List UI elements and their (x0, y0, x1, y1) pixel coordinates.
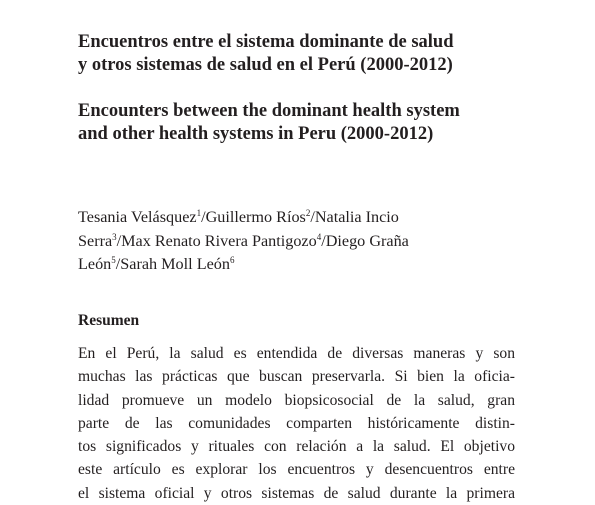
footnote-marker: 1 (196, 208, 202, 218)
author-name: Guillermo Ríos (205, 208, 306, 226)
author-separator: / (310, 208, 315, 226)
author-list (78, 206, 528, 277)
author-name: Max Renato Rivera Pantigozo (121, 231, 317, 250)
footnote-marker: 5 (111, 255, 116, 265)
author-name: Diego Graña (325, 231, 409, 250)
abstract-line: este artículo es explorar los encuentros y desencuentros entre (78, 461, 515, 479)
footnote-marker: 4 (316, 231, 322, 242)
author-name: León (78, 255, 112, 273)
english-title-line-1: Encounters between the dominant health system (78, 101, 460, 121)
author-separator: / (115, 255, 121, 273)
abstract-line: En el Perú, la salud es entendida de diversas maneras y son (78, 345, 515, 362)
author-separator: / (116, 231, 122, 250)
author-name: Serra (78, 231, 113, 250)
author-separator: / (201, 208, 206, 226)
author-name: Sarah Moll León (120, 255, 230, 273)
abstract-line: el sistema oficial y otros sistemas de salud durante la primera (78, 484, 515, 502)
spanish-title-line-1: Encuentros entre el sistema dominante de salud (78, 32, 454, 52)
abstract-line: tos significados y rituales con relación a la salud. El objetivo (78, 438, 515, 456)
spanish-title-line-2: y otros sistemas de salud en el Perú (2000-2012) (78, 55, 453, 75)
abstract-body (78, 342, 515, 505)
footnote-marker: 2 (305, 208, 311, 218)
abstract-line: muchas las prácticas que buscan preservarla. Si bien la oficia- (78, 368, 515, 386)
author-separator: / (321, 231, 326, 250)
abstract-line: lidad promueve un modelo biopsicosocial de la salud, gran (78, 391, 515, 409)
english-title (78, 100, 558, 146)
author-name: Natalia Incio (314, 208, 399, 226)
abstract-heading: Resumen (78, 312, 140, 329)
spanish-title (78, 31, 558, 77)
footnote-marker: 3 (112, 231, 117, 242)
abstract-line: parte de las comunidades comparten históricamente distin- (78, 414, 515, 432)
author-name: Tesania Velásquez (78, 208, 197, 226)
footnote-marker: 6 (229, 255, 235, 265)
english-title-line-2: and other health systems in Peru (2000-2012) (78, 124, 434, 144)
